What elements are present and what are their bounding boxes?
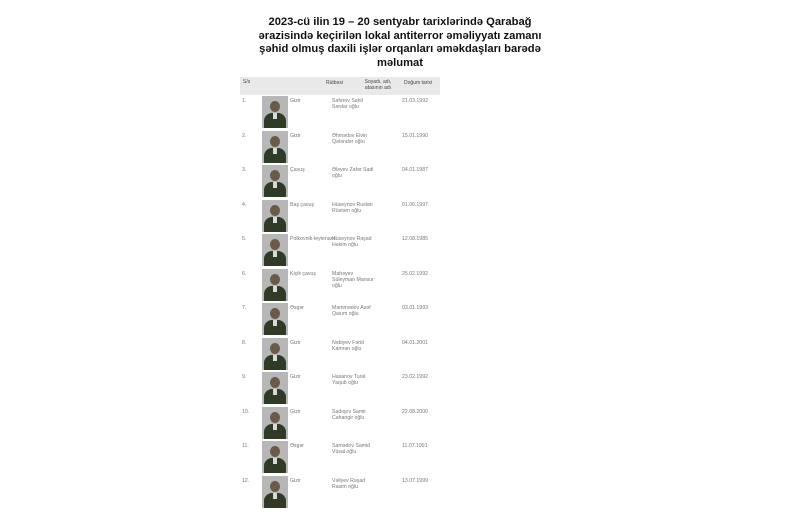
name-line: Vüsal oğlu <box>332 449 357 456</box>
portrait-photo <box>262 234 288 266</box>
rank-cell: Gizir <box>290 132 301 139</box>
title-line: şəhid olmuş daxili işlər orqanları əməkdaşları barədə <box>259 43 541 55</box>
portrait-photo <box>262 96 288 128</box>
row-number: 8. <box>242 339 247 346</box>
rank-cell: Gizir <box>290 98 301 104</box>
name-line: Samədov Samid <box>332 443 371 449</box>
name-cell <box>332 271 384 290</box>
name-line: Hüseynov Ruslan <box>332 201 373 208</box>
name-cell <box>332 167 384 179</box>
table-row <box>240 165 440 199</box>
birth-date-cell: 04.01.2001 <box>402 339 428 346</box>
birth-date-cell: 03.01.1993 <box>402 305 428 311</box>
birth-date-cell: 15.01.1990 <box>402 132 428 139</box>
table-row <box>240 372 440 406</box>
portrait-photo <box>262 407 288 439</box>
birth-date-cell: 01.06.1997 <box>402 201 428 208</box>
birth-date-cell: 23.02.1992 <box>402 374 428 380</box>
name-line: Sadıqov Samir <box>332 408 367 415</box>
name-cell <box>332 478 384 490</box>
name-line: Səfərov Sahil <box>332 98 363 104</box>
row-number: 1. <box>242 98 247 104</box>
document-title <box>230 16 570 70</box>
rank-cell: Gizir <box>290 477 301 484</box>
table-row <box>240 200 440 234</box>
rank-cell: Əsgər <box>290 305 304 311</box>
portrait-photo <box>262 200 288 232</box>
name-line: Rasim oğlu <box>332 483 358 490</box>
birth-date-cell: 25.02.1992 <box>402 270 428 277</box>
name-cell <box>332 98 384 110</box>
name-cell <box>332 340 384 352</box>
rank-cell: Baş çavuş <box>290 201 314 208</box>
name-cell <box>332 443 384 455</box>
birth-date-cell: 22.08.2000 <box>402 408 428 415</box>
birth-date-cell: 12.08.1985 <box>402 236 428 242</box>
header-name <box>360 79 396 91</box>
row-number: 7. <box>242 305 247 311</box>
title-line: ərazisində keçirilən lokal antiterror əməliyyatı zamanı <box>258 29 542 42</box>
header-name-line1: Soyadı, adı, <box>364 79 392 85</box>
table-row <box>240 234 440 268</box>
portrait-photo <box>262 476 288 508</box>
rank-cell: Çavuş <box>290 167 305 173</box>
table-row <box>240 96 440 130</box>
name-line: Yaqub oğlu <box>332 380 358 387</box>
name-line: Mahəyev <box>332 270 354 277</box>
name-line: Qələndər oğlu <box>332 138 365 145</box>
table-header <box>240 77 440 95</box>
portrait-photo <box>262 131 288 163</box>
name-line: Həkim oğlu <box>332 242 358 249</box>
row-number: 10. <box>242 408 250 415</box>
table-row <box>240 407 440 441</box>
rank-cell: Gizir <box>290 408 301 415</box>
portrait-photo <box>262 338 288 370</box>
table-row <box>240 441 440 475</box>
rank-cell: Əsgər <box>290 443 304 449</box>
row-number: 2. <box>242 132 247 139</box>
row-number: 6. <box>242 270 247 277</box>
name-cell <box>332 374 384 386</box>
document-page <box>230 0 570 525</box>
name-line: oğlu <box>332 173 342 180</box>
portrait-photo <box>262 303 288 335</box>
name-cell <box>332 305 384 317</box>
row-number: 9. <box>242 374 247 380</box>
portrait-photo <box>262 165 288 197</box>
name-cell <box>332 236 384 248</box>
name-line: Əhmədov Elvin <box>332 132 368 139</box>
name-line: Süleyman Mansur <box>332 276 374 283</box>
rank-cell: Gizir <box>290 374 301 380</box>
rank-cell: Gizir <box>290 339 301 346</box>
header-name-line2: atasının adı <box>364 85 392 91</box>
title-line: 2023-cü ilin 19 – 20 sentyabr tarixlərində Qarabağ <box>268 16 532 28</box>
birth-date-cell: 13.07.1999 <box>402 477 428 484</box>
birth-date-cell: 04.01.1987 <box>402 167 428 173</box>
birth-date-cell: 11.07.1991 <box>402 443 428 449</box>
name-line: Hüseynov Rəşad <box>332 236 372 242</box>
table-row <box>240 303 440 337</box>
name-line: Ələyev Zafər Sadi <box>332 167 374 173</box>
table-row <box>240 338 440 372</box>
portrait-photo <box>262 372 288 404</box>
rank-cell: Kiçik çavuş <box>290 270 316 277</box>
name-line: Kamran oğlu <box>332 345 362 352</box>
name-line: Hasanov Tural <box>332 374 366 380</box>
name-line: Vəliyev Rəşad <box>332 477 366 484</box>
name-line: Məmmədov Asəf <box>332 305 371 311</box>
name-line: Sərdar oğlu <box>332 104 359 111</box>
header-no: S/s <box>243 79 251 85</box>
table-row <box>240 269 440 303</box>
row-number: 5. <box>242 236 247 242</box>
header-rank: Rütbəsi <box>326 80 343 86</box>
table-row <box>240 131 440 165</box>
name-cell <box>332 202 384 214</box>
rank-cell: Polkovnik-leytenant <box>290 236 335 242</box>
name-line: Qasım oğlu <box>332 311 359 318</box>
table-row <box>240 476 440 510</box>
birth-date-cell: 21.03.1992 <box>402 98 428 104</box>
name-line: Nəbiyev Fərid <box>332 339 365 346</box>
header-date: Doğum tarixi <box>404 80 433 86</box>
row-number: 4. <box>242 201 247 208</box>
row-number: 3. <box>242 167 247 173</box>
title-line: məlumat <box>376 56 423 69</box>
name-cell <box>332 133 384 145</box>
name-line: Rüstəm oğlu <box>332 207 362 214</box>
name-line: Cahangir oğlu <box>332 414 365 421</box>
portrait-photo <box>262 269 288 301</box>
row-number: 12. <box>242 477 250 484</box>
row-number: 11. <box>242 443 249 449</box>
portrait-photo <box>262 441 288 473</box>
name-line: oğlu <box>332 282 342 289</box>
name-cell <box>332 409 384 421</box>
